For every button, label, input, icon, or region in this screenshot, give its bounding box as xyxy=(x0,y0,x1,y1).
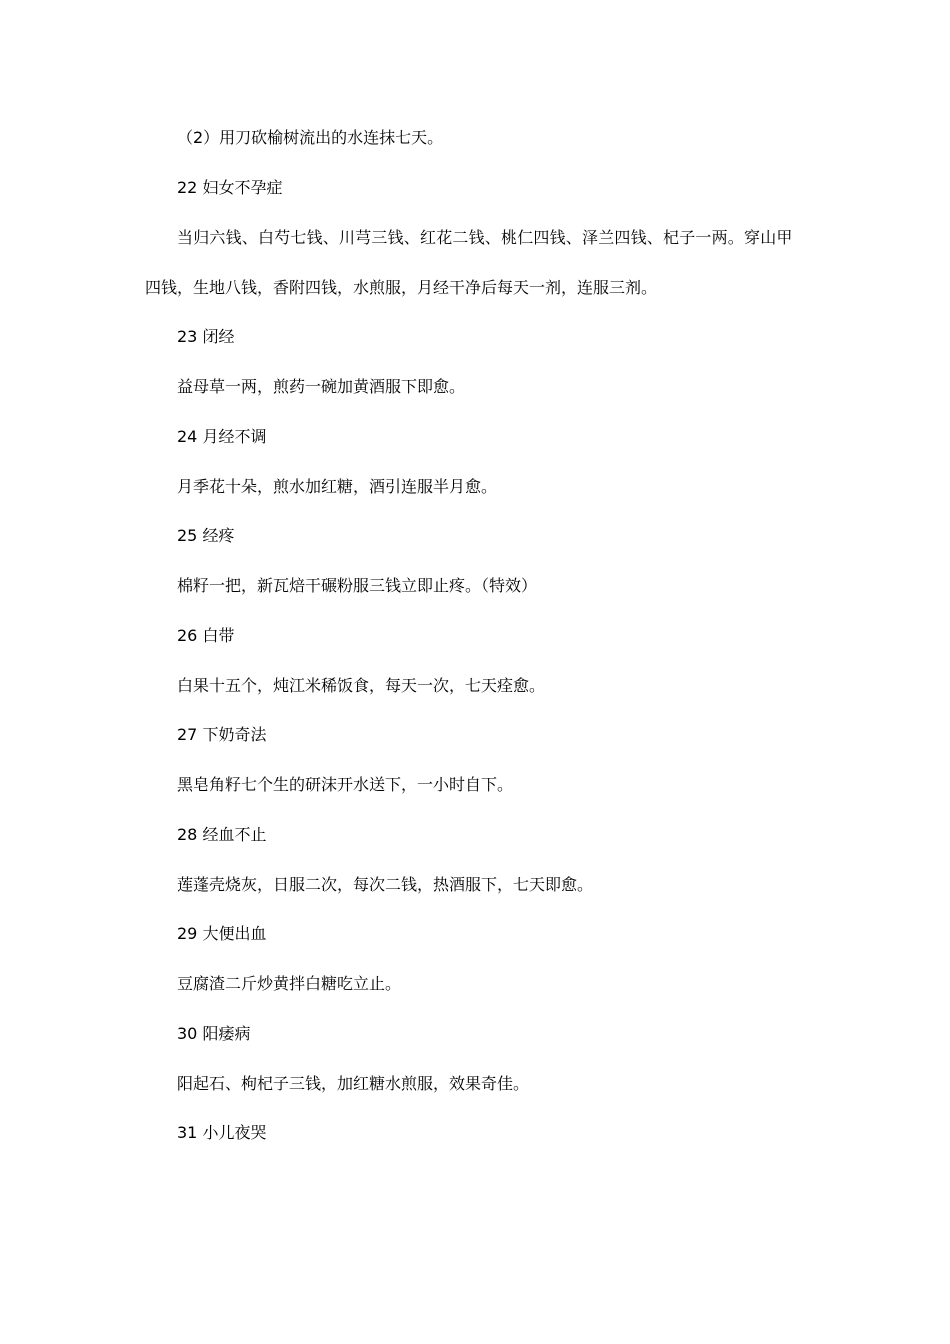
text-line-26: 白果十五个，炖江米稀饭食，每天一次，七天痊愈。 xyxy=(177,676,546,695)
text-line-22-b: 四钱，生地八钱，香附四钱，水煎服，月经干净后每天一剂，连服三剂。 xyxy=(145,278,658,297)
text-line-28: 莲蓬壳烧灰，日服二次，每次二钱，热酒服下，七天即愈。 xyxy=(177,875,594,894)
text-line-remedy-2: （2）用刀砍榆树流出的水连抹七天。 xyxy=(177,128,444,147)
heading-30: 30 阳痿病 xyxy=(177,1024,251,1043)
text-line-22-a: 当归六钱、白芍七钱、川芎三钱、红花二钱、桃仁四钱、泽兰四钱、杞子一两。穿山甲 xyxy=(177,228,793,247)
text-line-29: 豆腐渣二斤炒黄拌白糖吃立止。 xyxy=(177,974,402,993)
heading-31: 31 小儿夜哭 xyxy=(177,1123,267,1142)
text-line-24: 月季花十朵，煎水加红糖，酒引连服半月愈。 xyxy=(177,477,498,496)
heading-26: 26 白带 xyxy=(177,626,235,645)
heading-29: 29 大便出血 xyxy=(177,924,267,943)
heading-23: 23 闭经 xyxy=(177,327,235,346)
heading-24: 24 月经不调 xyxy=(177,427,267,446)
text-line-27: 黑皂角籽七个生的研沫开水送下，一小时自下。 xyxy=(177,775,514,794)
heading-25: 25 经疼 xyxy=(177,526,235,545)
text-line-23: 益母草一两，煎药一碗加黄酒服下即愈。 xyxy=(177,377,466,396)
text-line-25: 棉籽一把，新瓦焙干碾粉服三钱立即止疼。（特效） xyxy=(177,576,538,595)
heading-28: 28 经血不止 xyxy=(177,825,267,844)
heading-27: 27 下奶奇法 xyxy=(177,725,267,744)
heading-22: 22 妇女不孕症 xyxy=(177,178,283,197)
text-line-30: 阳起石、枸杞子三钱，加红糖水煎服，效果奇佳。 xyxy=(177,1074,530,1093)
